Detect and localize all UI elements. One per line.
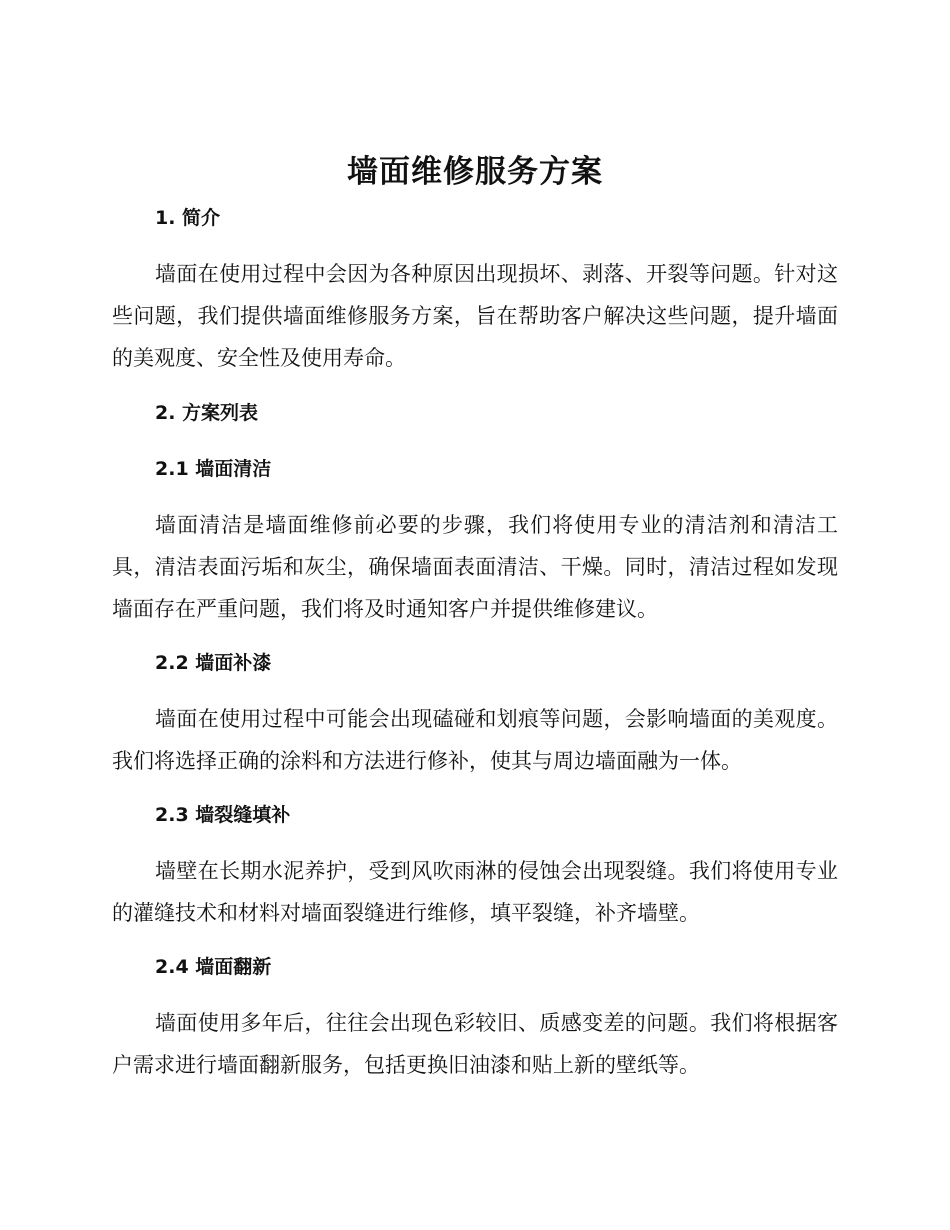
section-paragraph-wall-renovation: 墙面使用多年后，往往会出现色彩较旧、质感变差的问题。我们将根据客户需求进行墙面翻新服务，包括更换旧油漆和贴上新的壁纸等。 [112, 1011, 838, 1077]
section-heading-wall-touch-up: 2.2 墙面补漆 [155, 652, 272, 674]
section-heading-plan-list: 2. 方案列表 [155, 402, 259, 424]
section-heading-intro: 1. 简介 [155, 207, 221, 229]
section-paragraph-wall-touch-up: 墙面在使用过程中可能会出现磕碰和划痕等问题，会影响墙面的美观度。我们将选择正确的涂料和方法进行修补，使其与周边墙面融为一体。 [112, 707, 838, 773]
section-heading-crack-filling: 2.3 墙裂缝填补 [155, 804, 291, 826]
section-paragraph-crack-filling: 墙壁在长期水泥养护，受到风吹雨淋的侵蚀会出现裂缝。我们将使用专业的灌缝技术和材料对墙面裂缝进行维修，填平裂缝，补齐墙壁。 [112, 859, 838, 925]
section-paragraph-wall-cleaning: 墙面清洁是墙面维修前必要的步骤，我们将使用专业的清洁剂和清洁工具，清洁表面污垢和灰尘，确保墙面表面清洁、干燥。同时，清洁过程如发现墙面存在严重问题，我们将及时通知客户并提供维修建议。 [112, 513, 838, 621]
section-heading-wall-renovation: 2.4 墙面翻新 [155, 956, 272, 978]
section-paragraph-intro: 墙面在使用过程中会因为各种原因出现损坏、剥落、开裂等问题。针对这些问题，我们提供墙面维修服务方案，旨在帮助客户解决这些问题，提升墙面的美观度、安全性及使用寿命。 [112, 262, 838, 370]
document-title: 墙面维修服务方案 [347, 154, 603, 190]
section-heading-wall-cleaning: 2.1 墙面清洁 [155, 458, 272, 480]
